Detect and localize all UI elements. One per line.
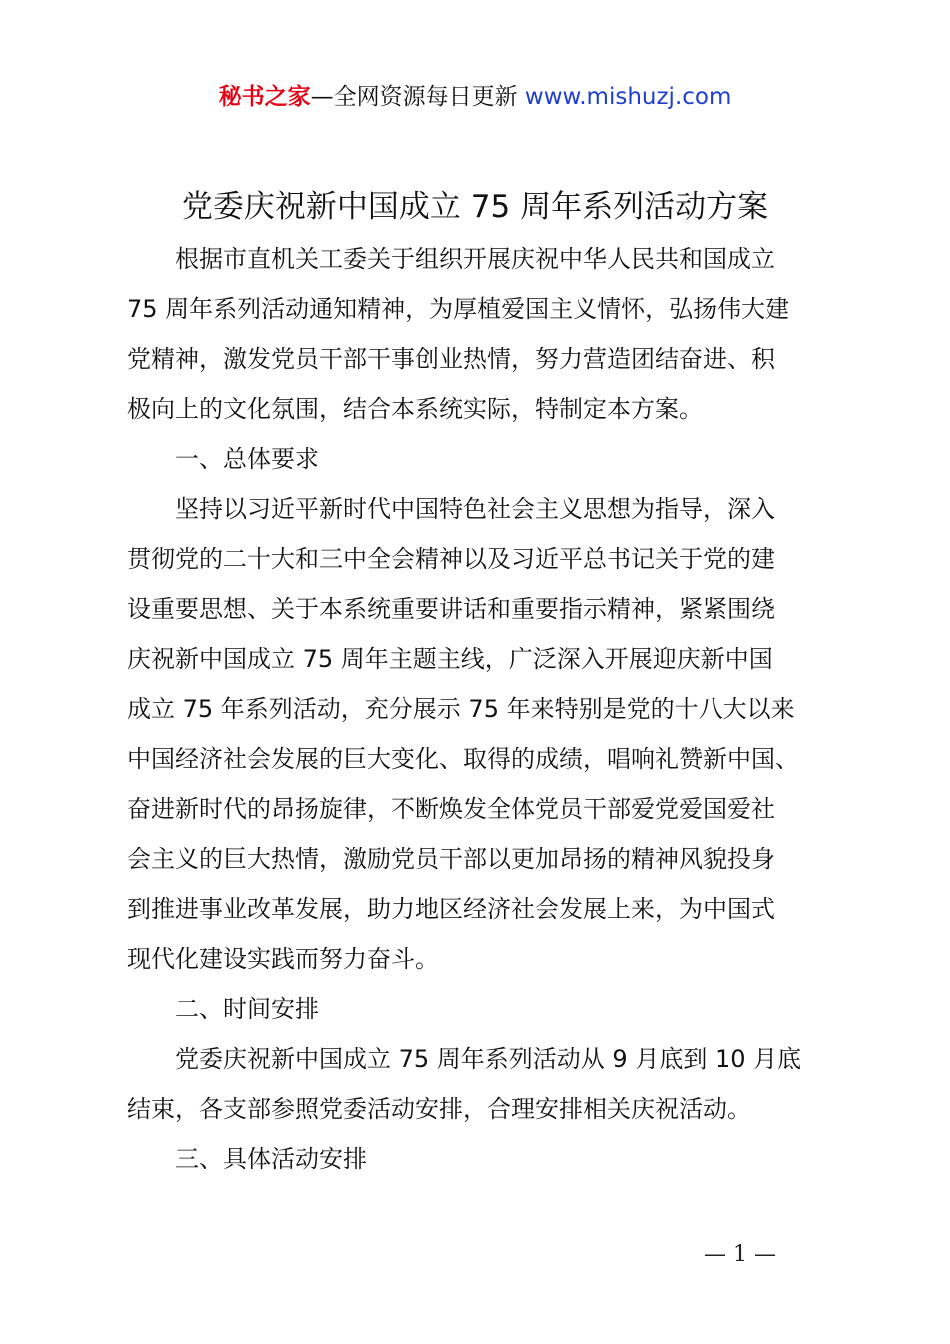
paragraph-line: 成立 75 年系列活动，充分展示 75 年来特别是党的十八大以来 [127, 695, 795, 723]
section-heading-2: 二、时间安排 [175, 995, 319, 1023]
paragraph-line: 设重要思想、关于本系统重要讲话和重要指示精神，紧紧围绕 [127, 595, 775, 623]
paragraph-line: 坚持以习近平新时代中国特色社会主义思想为指导，深入 [175, 495, 775, 523]
paragraph-line: 结束，各支部参照党委活动安排，合理安排相关庆祝活动。 [127, 1095, 751, 1123]
header-brand: 秘书之家 [218, 84, 311, 110]
paragraph-line: 75 周年系列活动通知精神，为厚植爱国主义情怀，弘扬伟大建 [127, 295, 790, 323]
header-url-link[interactable]: www.mishuzj.com [524, 84, 732, 110]
paragraph-line: 贯彻党的二十大和三中全会精神以及习近平总书记关于党的建 [127, 545, 775, 573]
intro-paragraph [127, 234, 833, 434]
paragraph-line: 极向上的文化氛围，结合本系统实际，特制定本方案。 [127, 395, 703, 423]
section-1-paragraph [127, 484, 833, 984]
document-body [127, 234, 833, 1184]
section-heading-3: 三、具体活动安排 [175, 1145, 367, 1173]
section-2-paragraph [127, 1034, 833, 1134]
section-heading-1: 一、总体要求 [175, 445, 319, 473]
document-title: 党委庆祝新中国成立 75 周年系列活动方案 [181, 189, 769, 225]
paragraph-line: 会主义的巨大热情，激励党员干部以更加昂扬的精神风貌投身 [127, 845, 775, 873]
paragraph-line: 现代化建设实践而努力奋斗。 [127, 945, 439, 973]
paragraph-line: 庆祝新中国成立 75 周年主题主线，广泛深入开展迎庆新中国 [127, 645, 773, 673]
paragraph-line: 到推进事业改革发展，助力地区经济社会发展上来，为中国式 [127, 895, 775, 923]
paragraph-line: 中国经济社会发展的巨大变化、取得的成绩，唱响礼赞新中国、 [127, 745, 799, 773]
paragraph-line: 根据市直机关工委关于组织开展庆祝中华人民共和国成立 [175, 245, 775, 273]
paragraph-line: 党委庆祝新中国成立 75 周年系列活动从 9 月底到 10 月底 [175, 1045, 802, 1073]
header-slogan: —全网资源每日更新 [310, 84, 518, 110]
page-number: — 1 — [704, 1242, 776, 1267]
paragraph-line: 奋进新时代的昂扬旋律，不断焕发全体党员干部爱党爱国爱社 [127, 795, 775, 823]
paragraph-line: 党精神，激发党员干部干事创业热情，努力营造团结奋进、积 [127, 345, 775, 373]
site-header [0, 80, 950, 114]
